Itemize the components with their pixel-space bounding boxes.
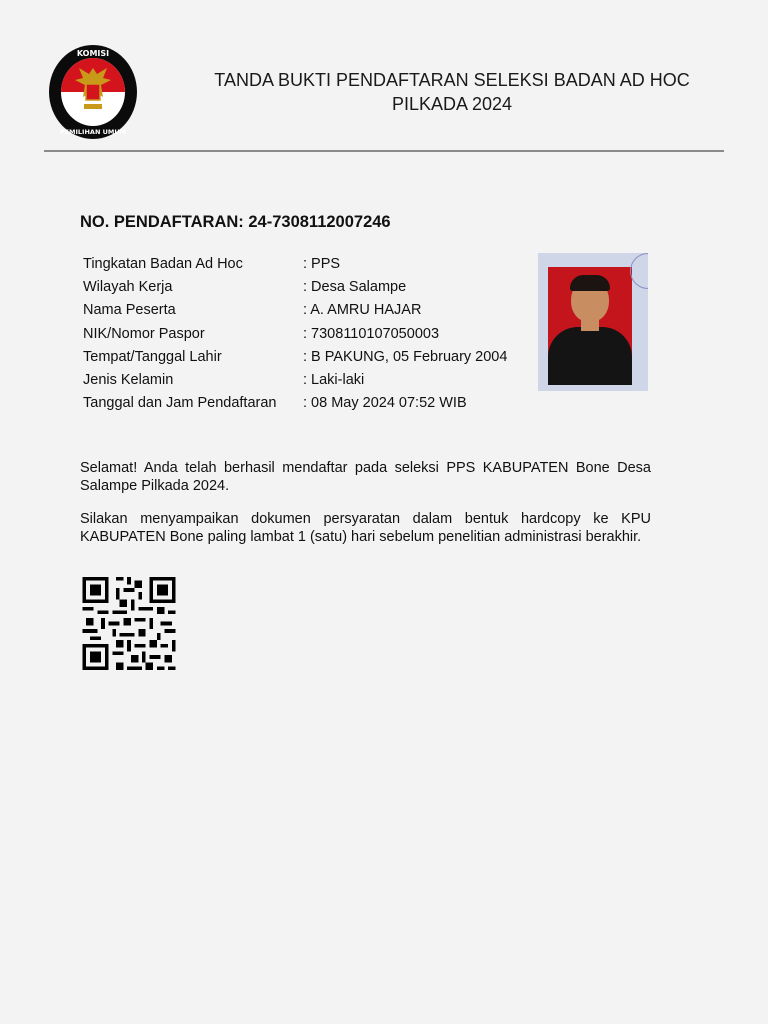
- detail-label: Tanggal dan Jam Pendaftaran: [83, 395, 277, 412]
- stamp-mark: [630, 253, 648, 289]
- document-title: [150, 68, 754, 116]
- detail-row: [80, 322, 509, 345]
- detail-value: : 08 May 2024 07:52 WIB: [303, 395, 467, 412]
- detail-value: : A. AMRU HAJAR: [303, 302, 422, 319]
- detail-row: [80, 392, 509, 415]
- photo-shirt: [548, 327, 632, 385]
- svg-text:KOMISI: KOMISI: [76, 49, 110, 58]
- participant-photo: [538, 253, 648, 391]
- title-line-2: PILKADA 2024: [391, 94, 513, 114]
- qr-code-icon: [80, 577, 178, 670]
- registration-number: [80, 213, 391, 232]
- detail-row: [80, 275, 509, 298]
- detail-value: : Desa Salampe: [303, 278, 407, 295]
- detail-label: NIK/Nomor Paspor: [83, 325, 205, 342]
- title-line-1: TANDA BUKTI PENDAFTARAN SELEKSI BADAN AD HOC: [214, 70, 690, 90]
- detail-label: Tempat/Tanggal Lahir: [83, 348, 222, 365]
- detail-value: : 7308110107050003: [303, 325, 440, 342]
- kpu-logo-icon: [48, 44, 138, 140]
- detail-value: : PPS: [303, 255, 341, 272]
- detail-label: Jenis Kelamin: [83, 372, 174, 389]
- photo-hair: [570, 275, 610, 291]
- svg-text:PEMILIHAN UMUM: PEMILIHAN UMUM: [59, 128, 127, 136]
- detail-value: : B PAKUNG, 05 February 2004: [303, 348, 508, 365]
- detail-row: [80, 252, 509, 275]
- instruction-text: Silakan menyampaikan dokumen persyaratan dalam bentuk hardcopy ke KPU KABUPATEN Bone paling lambat 1 (satu) hari sebelum penelitian administrasi berakhir.: [80, 511, 651, 545]
- detail-row: [80, 368, 509, 391]
- congratulation-text: Selamat! Anda telah berhasil mendaftar pada seleksi PPS KABUPATEN Bone Desa Salampe Pilkada 2024.: [80, 460, 651, 494]
- detail-label: Tingkatan Badan Ad Hoc: [83, 255, 243, 272]
- registration-label: NO. PENDAFTARAN:: [80, 213, 244, 231]
- detail-label: Nama Peserta: [83, 302, 176, 319]
- participant-details-table: [80, 252, 509, 415]
- detail-row: [80, 299, 509, 322]
- detail-value: : Laki-laki: [303, 372, 365, 389]
- detail-label: Wilayah Kerja: [83, 278, 173, 295]
- header-divider: [44, 150, 724, 152]
- detail-row: [80, 345, 509, 368]
- registration-value: 24-7308112007246: [248, 213, 391, 231]
